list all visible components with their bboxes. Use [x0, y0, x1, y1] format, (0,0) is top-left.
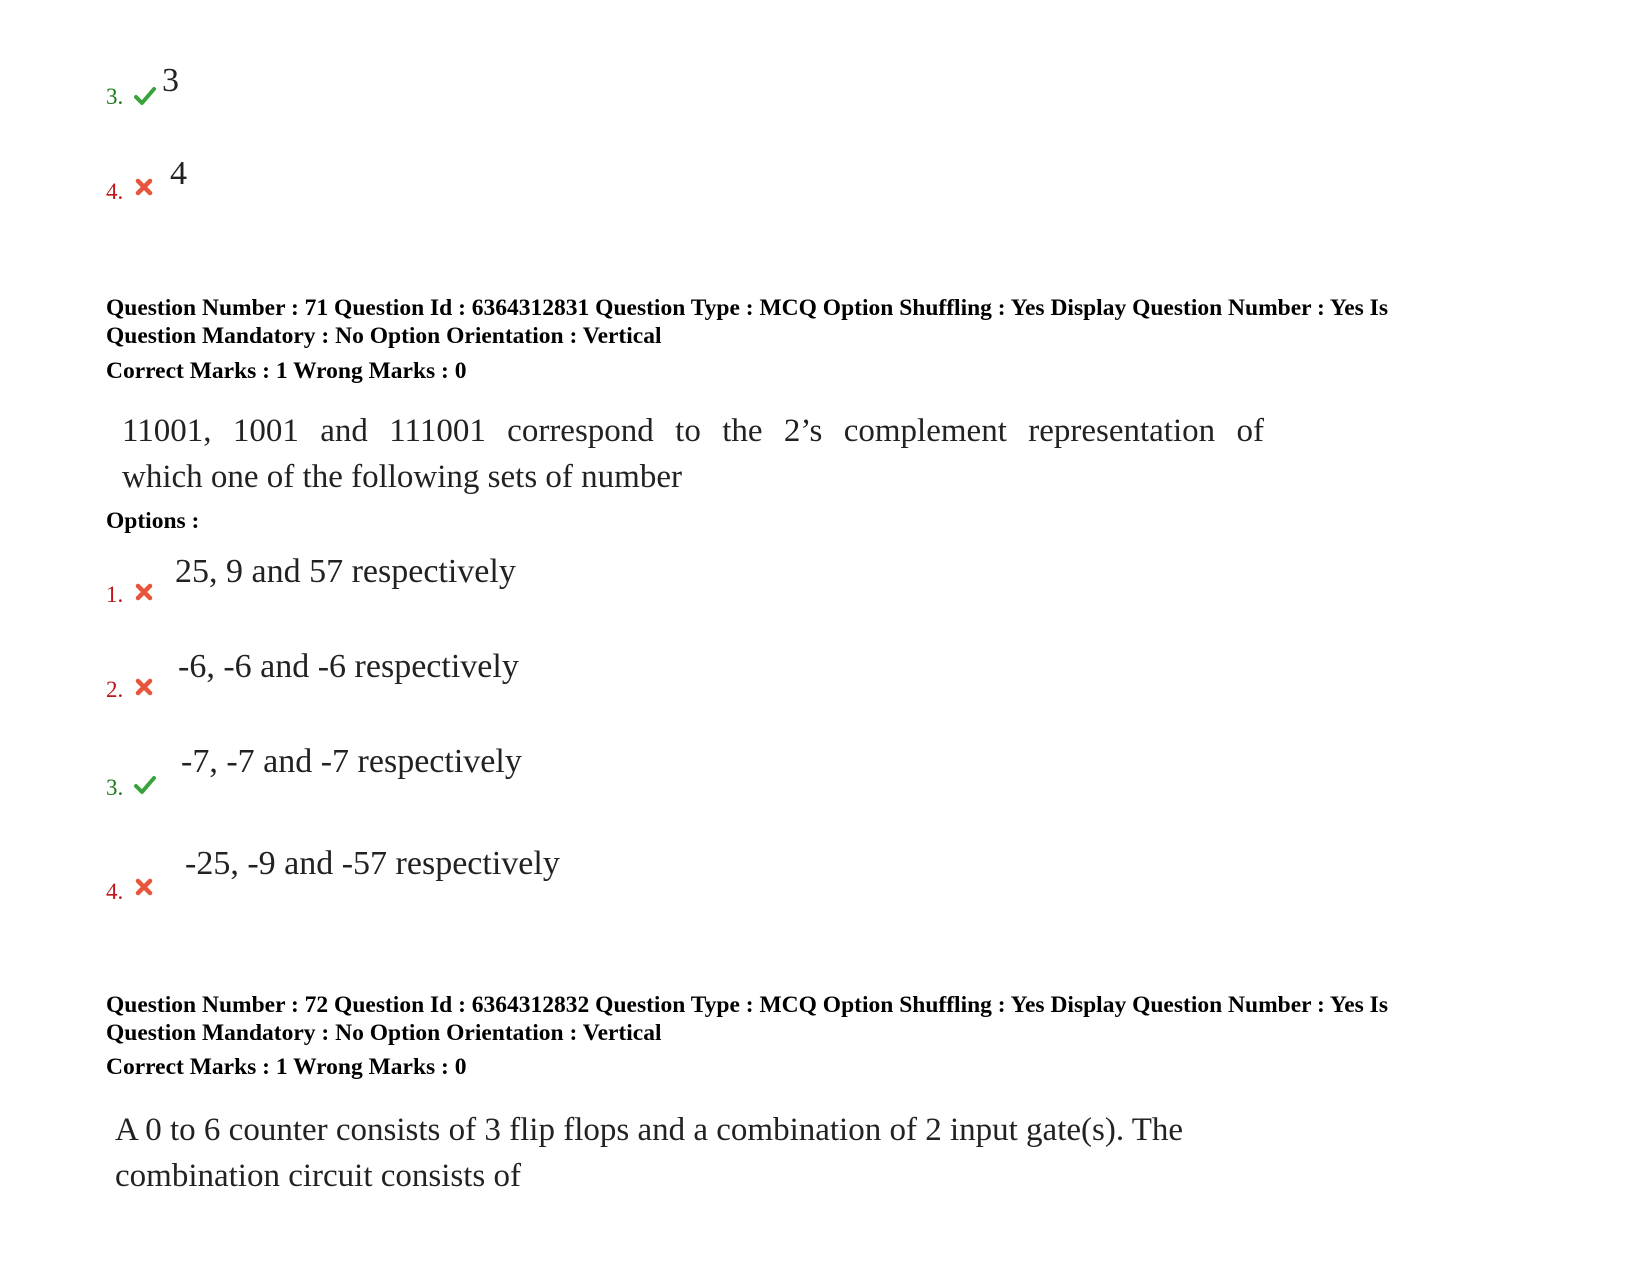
- question-meta-line: Question Mandatory : No Option Orientation : Vertical: [106, 323, 662, 349]
- question-meta-line: Question Number : 72 Question Id : 6364312832 Question Type : MCQ Option Shuffling : Yes Display Question Number : Yes Is: [106, 992, 1388, 1018]
- question-72-text: [115, 1107, 1183, 1199]
- options-label: Options :: [106, 508, 200, 534]
- option-text: 3: [162, 62, 179, 99]
- cross-icon: [134, 877, 154, 897]
- option-number: 4.: [106, 879, 124, 904]
- check-icon: [133, 773, 157, 797]
- question-meta-line: Question Number : 71 Question Id : 6364312831 Question Type : MCQ Option Shuffling : Yes Display Question Number : Yes Is: [106, 295, 1388, 321]
- check-icon: [133, 84, 157, 108]
- option-number: 3.: [106, 775, 124, 800]
- option-number: 4.: [106, 179, 124, 204]
- question-meta-line: Question Mandatory : No Option Orientation : Vertical: [106, 1020, 662, 1046]
- question-71-text: [122, 408, 1264, 500]
- cross-icon: [134, 582, 154, 602]
- cross-icon: [134, 177, 154, 197]
- question-text-line: combination circuit consists of: [115, 1158, 522, 1194]
- question-71-meta: [106, 294, 1546, 350]
- option-number: 1.: [106, 582, 124, 607]
- question-71-marks: Correct Marks : 1 Wrong Marks : 0: [106, 358, 467, 384]
- option-text: -6, -6 and -6 respectively: [178, 648, 519, 685]
- question-72-meta: [106, 991, 1546, 1047]
- option-number: 3.: [106, 84, 124, 109]
- option-text: -7, -7 and -7 respectively: [181, 743, 522, 780]
- option-text: 4: [170, 155, 187, 192]
- option-text: -25, -9 and -57 respectively: [185, 845, 560, 882]
- question-72-marks: Correct Marks : 1 Wrong Marks : 0: [106, 1054, 467, 1080]
- question-text-line: 11001, 1001 and 111001 correspond to the 2’s complement representation of: [122, 413, 1264, 449]
- cross-icon: [134, 677, 154, 697]
- question-text-line: which one of the following sets of number: [122, 459, 682, 495]
- option-number: 2.: [106, 677, 124, 702]
- question-text-line: A 0 to 6 counter consists of 3 flip flops and a combination of 2 input gate(s). The: [115, 1112, 1184, 1148]
- option-text: 25, 9 and 57 respectively: [175, 553, 516, 590]
